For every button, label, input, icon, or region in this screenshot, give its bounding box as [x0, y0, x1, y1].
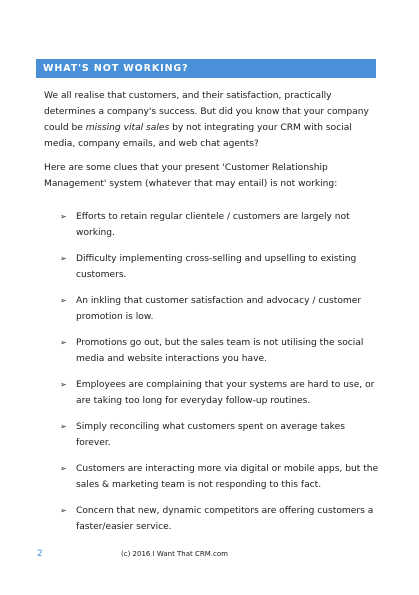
list-item [60, 503, 380, 535]
section-heading: WHAT'S NOT WORKING? [43, 63, 189, 74]
intro-paragraph [44, 88, 384, 152]
list-item-text: Employees are complaining that your systems are hard to use, or are taking too long for everyday follow-up routines. [76, 380, 375, 406]
intro-text-end: by not integrating your CRM with social media, company emails, and web chat agents? [44, 123, 352, 149]
arrowhead-bullet-icon: ➢ [60, 296, 67, 305]
clues-paragraph: Here are some clues that your present 'Customer Relationship Management' system (whatever that may entail) is not working: [44, 163, 338, 189]
arrowhead-bullet-icon: ➢ [60, 422, 67, 431]
arrowhead-bullet-icon: ➢ [60, 254, 67, 263]
intro-emphasis: missing vital sales [85, 123, 170, 133]
list-item-text: Promotions go out, but the sales team is not utilising the social media and website interactions you have. [76, 338, 364, 364]
arrowhead-bullet-icon: ➢ [60, 506, 67, 515]
clue-list [60, 209, 380, 545]
list-item [60, 251, 380, 283]
arrowhead-bullet-icon: ➢ [60, 338, 67, 347]
intro-text-start: We all realise that customers, and their satisfaction, practically determines a company's success. But did you know that your company could be [44, 91, 369, 133]
list-item-text: An inkling that customer satisfaction and advocacy / customer promotion is low. [76, 296, 362, 322]
list-item [60, 419, 380, 451]
list-item [60, 377, 380, 409]
list-item [60, 335, 380, 367]
list-item [60, 293, 380, 325]
arrowhead-bullet-icon: ➢ [60, 380, 67, 389]
list-item [60, 461, 380, 493]
list-item-text: Customers are interacting more via digital or mobile apps, but the sales & marketing team is not responding to this fact. [76, 464, 379, 490]
list-item [60, 209, 380, 241]
arrowhead-bullet-icon: ➢ [60, 212, 67, 221]
section-heading-banner [36, 59, 376, 78]
footer-credit: (c) 2016 I Want That CRM.com [121, 550, 228, 558]
page-number: 2 [37, 549, 43, 559]
list-item-text: Difficulty implementing cross-selling and upselling to existing customers. [76, 254, 357, 280]
arrowhead-bullet-icon: ➢ [60, 464, 67, 473]
list-item-text: Concern that new, dynamic competitors are offering customers a faster/easier service. [76, 506, 374, 532]
list-item-text: Simply reconciling what customers spent on average takes forever. [76, 422, 345, 448]
list-item-text: Efforts to retain regular clientele / customers are largely not working. [76, 212, 350, 238]
